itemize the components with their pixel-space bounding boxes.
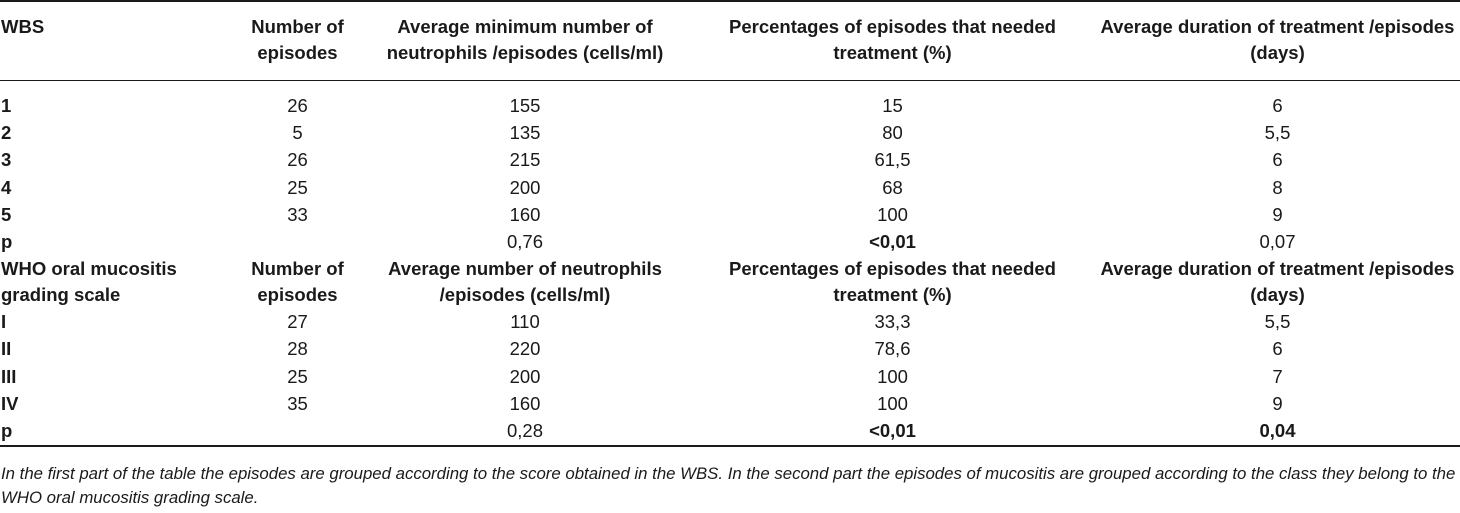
p-value-row — [0, 228, 1460, 255]
table-row — [0, 308, 1460, 335]
table-cell: 5,5 — [1264, 122, 1291, 144]
table-bottom-rule — [0, 445, 1460, 447]
header-cell: Number of episodes — [251, 16, 344, 63]
table-cell: 5 — [292, 122, 303, 144]
table-cell: 100 — [877, 392, 908, 414]
table-row — [0, 146, 1460, 173]
table-cell: 68 — [882, 176, 903, 198]
header-cell: Number of episodes — [251, 258, 344, 306]
table-cell: <0,01 — [869, 420, 916, 442]
table-cell: 61,5 — [874, 149, 911, 171]
table-cell: 8 — [1272, 176, 1283, 198]
row-label: IV — [1, 392, 19, 414]
row-label: III — [1, 365, 17, 387]
table-cell — [235, 417, 360, 444]
table-cell: 78,6 — [874, 338, 911, 360]
header-cell: WHO oral mucositis grading scale — [1, 258, 177, 306]
table-cell: 5,5 — [1264, 311, 1291, 333]
row-label: p — [1, 420, 13, 442]
table-cell: 0,04 — [1259, 420, 1296, 442]
table-row — [0, 335, 1460, 362]
table-cell: 33,3 — [874, 311, 911, 333]
table-caption: In the first part of the table the episodes are grouped according to the score obtained in the WBS. In the second part the episodes of mucositis are grouped according to the class they belong to the WHO oral mucositis grading scale. — [1, 464, 1456, 507]
row-label: I — [1, 311, 7, 333]
who-header-row — [0, 255, 1460, 308]
table-cell: 26 — [287, 149, 308, 171]
header-cell: Percentages of episodes that needed treatment (%) — [729, 258, 1056, 306]
table-cell: 220 — [509, 338, 541, 360]
table-row — [0, 201, 1460, 228]
table-cell: 6 — [1272, 149, 1283, 171]
table-row — [0, 174, 1460, 201]
table-cell: 9 — [1272, 392, 1283, 414]
header-cell: Average number of neutrophils /episodes (cells/ml) — [388, 258, 662, 306]
table-cell: 35 — [287, 392, 308, 414]
header-cell: Average duration of treatment /episodes (days) — [1100, 258, 1455, 306]
table-cell: 15 — [882, 95, 903, 116]
table-cell: 0,28 — [506, 420, 543, 442]
table-row — [0, 390, 1460, 417]
row-label: 4 — [1, 176, 12, 198]
header-cell: Percentages of episodes that needed treatment (%) — [729, 16, 1056, 63]
p-value-row — [0, 417, 1460, 444]
table-cell: 27 — [287, 311, 308, 333]
table-cell: 25 — [287, 176, 308, 198]
row-label: 5 — [1, 203, 12, 225]
table-row — [0, 363, 1460, 390]
header-cell: WBS — [1, 16, 45, 37]
table-row — [0, 92, 1460, 119]
table-cell: 200 — [509, 365, 541, 387]
table-cell: 160 — [509, 203, 541, 225]
table-cell: 215 — [509, 149, 541, 171]
table-cell: 0,76 — [506, 231, 543, 253]
table-cell: 26 — [287, 95, 308, 116]
table-cell: 135 — [509, 122, 541, 144]
table-cell: 25 — [287, 365, 308, 387]
table-cell: 9 — [1272, 203, 1283, 225]
header-cell: Average duration of treatment /episodes (days) — [1100, 16, 1455, 63]
row-label: II — [1, 338, 12, 360]
table-cell: 110 — [510, 311, 540, 333]
row-label: 1 — [1, 95, 12, 116]
table-cell: 80 — [882, 122, 903, 144]
table-cell: 6 — [1272, 338, 1283, 360]
header-cell: Average minimum number of neutrophils /episodes (cells/ml) — [386, 16, 664, 63]
table-cell: 200 — [509, 176, 541, 198]
table-cell: 33 — [287, 203, 308, 225]
table-cell: 100 — [877, 365, 908, 387]
row-label: 3 — [1, 149, 12, 171]
table-cell: 155 — [509, 95, 541, 116]
table-cell: 100 — [877, 203, 908, 225]
wbs-header-row — [0, 0, 1460, 82]
table-cell: 0,07 — [1259, 231, 1296, 253]
table-cell: 28 — [287, 338, 308, 360]
table-cell: 7 — [1272, 365, 1283, 387]
table-cell: <0,01 — [869, 231, 916, 253]
row-label: p — [1, 231, 13, 253]
table-cell: 6 — [1272, 95, 1283, 116]
table-cell — [235, 228, 360, 255]
table-cell: 160 — [509, 392, 541, 414]
row-label: 2 — [1, 122, 12, 144]
table-row — [0, 119, 1460, 146]
